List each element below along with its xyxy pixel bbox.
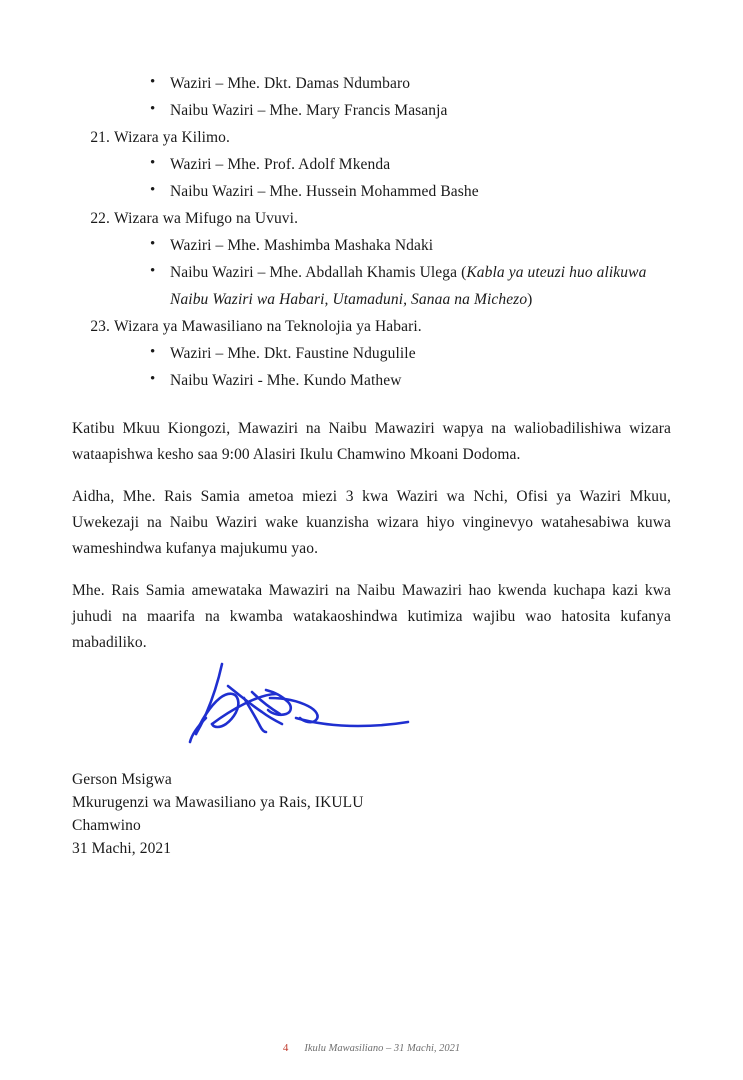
- list-item-label: Waziri – Mhe. Mashimba Mashaka Ndaki: [170, 237, 434, 254]
- list-item: [72, 151, 671, 178]
- list-item-with-note: [72, 259, 671, 313]
- page-number: 4: [282, 1042, 289, 1054]
- list-item: [72, 97, 671, 124]
- footer-note: Ikulu Mawasiliano – 31 Machi, 2021: [304, 1043, 461, 1054]
- list-item-label: Naibu Waziri – Mhe. Mary Francis Masanja: [170, 102, 448, 119]
- list-item: [72, 70, 671, 97]
- signatory-title: Mkurugenzi wa Mawasiliano ya Rais, IKULU: [72, 794, 364, 811]
- signature-block: [72, 662, 671, 782]
- list-item-label: Waziri – Mhe. Prof. Adolf Mkenda: [170, 156, 391, 173]
- list-item-label: Naibu Waziri – Mhe. Hussein Mohammed Bashe: [170, 183, 479, 200]
- list-item-number: 22.: [90, 210, 110, 227]
- list-item-italic-note: Kabla ya uteuzi huo alikuwa Naibu Waziri wa Habari, Utamaduni, Sanaa na Michezo: [170, 264, 647, 308]
- list-item: [72, 205, 671, 232]
- list-item: [72, 313, 671, 340]
- signatory-date: 31 Machi, 2021: [72, 840, 172, 857]
- list-item-label: Waziri – Mhe. Dkt. Faustine Ndugulile: [170, 345, 416, 362]
- list-item: [72, 232, 671, 259]
- list-item: [72, 340, 671, 367]
- list-item: [72, 178, 671, 205]
- paragraph-swearing-in: Katibu Mkuu Kiongozi, Mawaziri na Naibu Mawaziri wapya na waliobadilishiwa wizara wataapishwa kesho saa 9:00 Alasiri Ikulu Chamwino Mkoani Dodoma.: [72, 420, 671, 463]
- paragraph-presidential-directive: Mhe. Rais Samia amewataka Mawaziri na Naibu Mawaziri hao kwenda kuchapa kazi kwa juhudi na maarifa na kwamba watakaoshindwa kutimiza wajibu wao hatosita kufanya mabadiliko.: [72, 582, 671, 651]
- list-item-number: 21.: [90, 129, 110, 146]
- ministry-appointments-list: [72, 70, 671, 394]
- list-item-label: Naibu Waziri - Mhe. Kundo Mathew: [170, 372, 402, 389]
- signatory-place: Chamwino: [72, 817, 141, 834]
- signature-details: [72, 768, 671, 860]
- list-item: [72, 367, 671, 394]
- list-item-number: 23.: [90, 318, 110, 335]
- handwritten-signature-icon: [110, 656, 410, 766]
- list-item-label: Wizara ya Mawasiliano na Teknolojia ya Habari.: [114, 318, 422, 335]
- list-item-label: Wizara wa Mifugo na Uvuvi.: [114, 210, 299, 227]
- page-footer: [0, 1042, 743, 1054]
- list-item: [72, 124, 671, 151]
- list-item-label: Waziri – Mhe. Dkt. Damas Ndumbaro: [170, 75, 411, 92]
- list-item-note-tail: ): [527, 291, 533, 308]
- signatory-name: Gerson Msigwa: [72, 771, 172, 788]
- paragraph-ministry-deadline: Aidha, Mhe. Rais Samia ametoa miezi 3 kwa Waziri wa Nchi, Ofisi ya Waziri Mkuu, Uwekezaji na Naibu Waziri wake kuanzisha wizara hiyo vinginevyo watahesabiwa kuwa wameshindwa kufanya majukumu yao.: [72, 488, 671, 557]
- list-item-label: Naibu Waziri – Mhe. Abdallah Khamis Ulega (: [170, 264, 467, 281]
- list-item-label: Wizara ya Kilimo.: [114, 129, 230, 146]
